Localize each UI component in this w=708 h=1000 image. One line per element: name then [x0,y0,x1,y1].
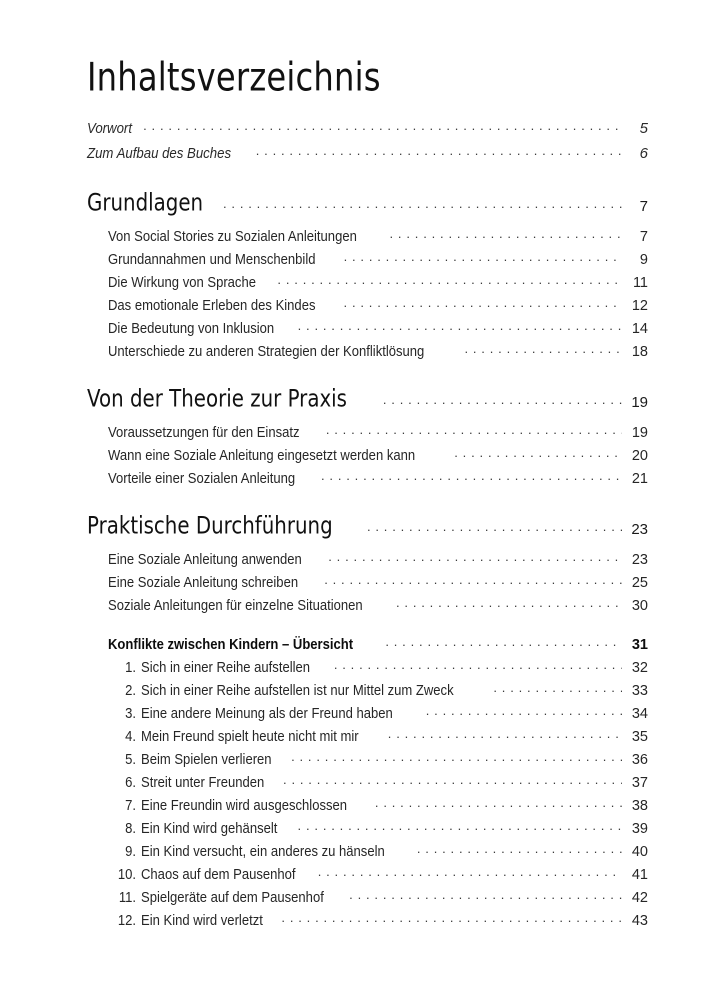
toc-leader-dots [326,422,622,437]
toc-entry-page-number: 38 [631,797,648,814]
toc-entry-sub[interactable] [0,318,708,341]
toc-leader-dots [324,572,622,587]
toc-leader-dots [385,634,622,649]
toc-leader-dots [367,519,622,534]
toc-entry-label: Chaos auf dem Pausenhof [141,866,296,883]
toc-entry-page-number: 40 [631,843,648,860]
toc-entry-label: Voraussetzungen für den Einsatz [108,424,300,441]
toc-leader-dots [328,549,622,564]
toc-entry-sub[interactable] [0,422,708,445]
toc-entry-subbold[interactable] [0,634,708,657]
toc-entry-page-number: 37 [631,774,648,791]
toc-entry-front[interactable] [0,143,708,168]
toc-entry-section[interactable] [0,192,708,226]
toc-leader-dots [464,341,622,356]
toc-entry-sub[interactable] [0,549,708,572]
toc-entry-label: Vorteile einer Sozialen Anleitung [108,470,296,487]
toc-entry-page-number: 14 [631,320,648,337]
toc-entry-label: Eine andere Meinung als der Freund haben [141,705,393,722]
toc-entry-sub[interactable] [0,445,708,468]
toc-leader-dots [318,864,622,879]
toc-entry-section[interactable] [0,388,708,422]
toc-entry-label: Wann eine Soziale Anleitung eingesetzt werden kann [108,447,416,464]
toc-leader-dots [223,196,622,211]
toc-leader-dots [283,772,622,787]
toc-entry-item[interactable] [0,864,708,887]
toc-leader-dots [298,318,622,333]
toc-entry-page-number: 41 [631,866,648,883]
toc-leader-dots [344,249,622,264]
toc-entry-page-number: 30 [631,597,648,614]
toc-entry-page-number: 12 [631,297,648,314]
toc-entry-label: Ein Kind wird gehänselt [141,820,278,837]
toc-entry-number: 1. [125,659,136,676]
toc-entry-item[interactable] [0,772,708,795]
toc-entry-page-number: 5 [639,120,648,137]
toc-entry-item[interactable] [0,910,708,933]
toc-entry-item[interactable] [0,841,708,864]
toc-entry-label: Ein Kind wird verletzt [141,912,263,929]
toc-entry-page-number: 36 [631,751,648,768]
toc-entry-page-number: 31 [631,636,648,653]
toc-leader-dots [143,118,622,133]
toc-entry-label: Eine Freundin wird ausgeschlossen [141,797,348,814]
toc-leader-dots [344,295,622,310]
toc-entry-page-number: 19 [631,394,648,411]
toc-group-spacer [0,168,708,192]
toc-entry-sub[interactable] [0,572,708,595]
toc-entry-number: 8. [125,820,136,837]
toc-entry-item[interactable] [0,795,708,818]
toc-entry-number: 2. [125,682,136,699]
toc-entry-label: Grundannahmen und Menschenbild [108,251,316,268]
toc-entry-section[interactable] [0,515,708,549]
toc-entry-sub[interactable] [0,249,708,272]
toc-entry-page-number: 7 [639,228,648,245]
page-title: Inhaltsverzeichnis [87,56,381,101]
toc-entry-page-number: 43 [631,912,648,929]
toc-entry-label: Zum Aufbau des Buches [87,145,232,162]
toc-leader-dots [396,595,622,610]
toc-entry-page-number: 25 [631,574,648,591]
toc-entry-page-number: 9 [639,251,648,268]
toc-leader-dots [281,910,622,925]
toc-leader-dots [321,468,622,483]
toc-entry-page-number: 7 [639,198,648,215]
toc-entry-number: 11. [118,889,136,906]
toc-entry-sub[interactable] [0,468,708,491]
toc-entry-label: Streit unter Freunden [141,774,265,791]
toc-entry-page-number: 23 [631,521,648,538]
toc-entry-sub[interactable] [0,272,708,295]
toc-leader-dots [454,445,622,460]
toc-entry-label: Das emotionale Erleben des Kindes [108,297,316,314]
toc-entry-number: 5. [125,751,136,768]
toc-entry-page-number: 42 [631,889,648,906]
toc-entry-label: Praktische Durchführung [87,513,333,540]
toc-entry-label: Sich in einer Reihe aufstellen [141,659,311,676]
toc-entry-page-number: 21 [631,470,648,487]
toc-leader-dots [417,841,622,856]
toc-group-spacer [0,491,708,515]
toc-entry-item[interactable] [0,749,708,772]
toc-entry-number: 7. [125,797,136,814]
toc-entry-label: Konflikte zwischen Kindern – Übersicht [108,636,354,653]
toc-entry-item[interactable] [0,818,708,841]
toc-entry-item[interactable] [0,657,708,680]
toc-entry-item[interactable] [0,703,708,726]
toc-leader-dots [298,818,622,833]
toc-entry-label: Soziale Anleitungen für einzelne Situationen [108,597,363,614]
toc-entry-page-number: 18 [631,343,648,360]
toc-entry-label: Von der Theorie zur Praxis [87,386,347,413]
toc-entry-label: Eine Soziale Anleitung schreiben [108,574,299,591]
toc-leader-dots [383,392,622,407]
toc-entry-page-number: 33 [631,682,648,699]
toc-group-spacer [0,364,708,388]
toc-entry-page-number: 34 [631,705,648,722]
toc-leader-dots [375,795,622,810]
toc-leader-dots [334,657,622,672]
toc-group-spacer [0,618,708,634]
toc-entry-label: Beim Spielen verlieren [141,751,272,768]
toc-entry-label: Ein Kind versucht, ein anderes zu hänseln [141,843,385,860]
toc-entry-page-number: 19 [631,424,648,441]
toc-leader-dots [390,226,623,241]
toc-leader-dots [349,887,622,902]
toc-entry-label: Mein Freund spielt heute nicht mit mir [141,728,359,745]
toc-entry-number: 6. [125,774,136,791]
toc-entry-page-number: 23 [631,551,648,568]
toc-entry-sub[interactable] [0,341,708,364]
toc-entry-label: Die Wirkung von Sprache [108,274,256,291]
toc-entry-page-number: 20 [631,447,648,464]
toc-entry-sub[interactable] [0,595,708,618]
toc-entry-number: 3. [125,705,136,722]
toc-entry-label: Sich in einer Reihe aufstellen ist nur Mittel zum Zweck [141,682,454,699]
toc-entry-label: Spielgeräte auf dem Pausenhof [141,889,324,906]
toc-leader-dots [291,749,622,764]
toc-entry-page-number: 39 [631,820,648,837]
toc-list [0,118,708,933]
toc-entry-label: Unterschiede zu anderen Strategien der Konfliktlösung [108,343,425,360]
toc-leader-dots [256,143,622,158]
toc-entry-item[interactable] [0,726,708,749]
toc-entry-label: Vorwort [87,120,132,137]
toc-entry-page-number: 35 [631,728,648,745]
toc-entry-item[interactable] [0,680,708,703]
toc-entry-item[interactable] [0,887,708,910]
toc-entry-page-number: 11 [632,274,648,291]
toc-entry-label: Die Bedeutung von Inklusion [108,320,275,337]
toc-entry-page-number: 32 [631,659,648,676]
toc-entry-number: 12. [117,912,136,929]
toc-entry-front[interactable] [0,118,708,143]
toc-entry-number: 4. [125,728,136,745]
toc-entry-number: 9. [125,843,136,860]
toc-entry-page-number: 6 [639,145,648,162]
toc-entry-sub[interactable] [0,226,708,249]
toc-entry-number: 10. [117,866,136,883]
toc-leader-dots [493,680,622,695]
toc-leader-dots [388,726,622,741]
toc-entry-label: Grundlagen [87,190,204,217]
toc-entry-label: Von Social Stories zu Sozialen Anleitungen [108,228,357,245]
toc-leader-dots [277,272,622,287]
toc-entry-label: Eine Soziale Anleitung anwenden [108,551,302,568]
toc-entry-sub[interactable] [0,295,708,318]
toc-leader-dots [426,703,622,718]
